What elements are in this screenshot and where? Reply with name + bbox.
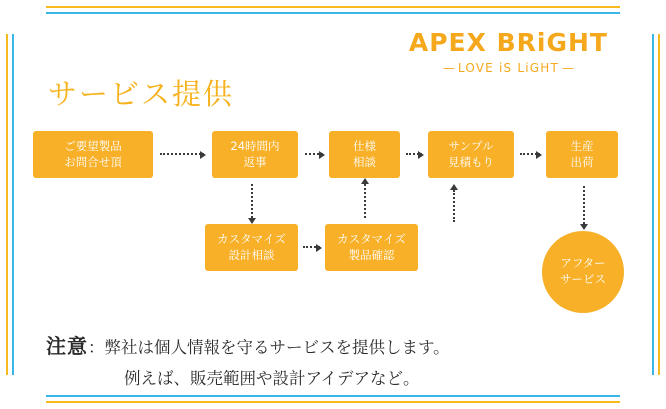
flow-node-custom-confirm-line1: カスタマイズ xyxy=(337,231,406,246)
note-text-1: 弊社は個人情報を守るサービスを提供します。 xyxy=(104,338,450,357)
flow-node-reply24h-line1: 24時間内 xyxy=(230,138,280,153)
arrow-request-to-reply24h xyxy=(160,153,204,157)
brand-tagline xyxy=(409,62,608,74)
arrow-spec-to-custom-confirm xyxy=(364,184,368,218)
flow-node-custom-design-line1: カスタマイズ xyxy=(217,231,286,246)
flow-node-reply24h xyxy=(212,131,298,178)
arrow-sample-quote-to-production xyxy=(520,153,540,157)
flow-node-production xyxy=(546,131,618,178)
note-text-2: 例えば、販売範囲や設計アイデアなど。 xyxy=(124,369,420,388)
flow-node-after-service-line1: アフター xyxy=(560,256,606,271)
brand-name: APEX BRiGHT xyxy=(408,28,608,57)
tagline-dash-left: — xyxy=(442,61,455,75)
arrow-custom-confirm-to-sample-quote xyxy=(453,190,457,222)
flow-node-sample-quote-line1: サンプル xyxy=(448,138,494,153)
note-line-1 xyxy=(46,330,616,359)
flow-node-production-line2: 出荷 xyxy=(570,154,594,169)
note-label: 注意 xyxy=(46,334,88,358)
flow-node-sample-quote-line2: 見積もり xyxy=(448,154,494,169)
arrow-custom-design-to-custom-confirm xyxy=(303,246,320,250)
flow-node-production-line1: 生産 xyxy=(570,138,594,153)
frame-notch-bottom-right xyxy=(620,375,666,409)
flow-node-custom-confirm xyxy=(325,224,418,271)
flow-node-request-line1: ご要望製品 xyxy=(64,138,122,153)
arrow-reply24h-to-custom-design xyxy=(251,184,255,218)
flow-node-custom-design xyxy=(205,224,298,271)
flow-node-spec xyxy=(329,131,400,178)
arrow-spec-to-sample-quote xyxy=(406,153,422,157)
flow-node-spec-line1: 仕様 xyxy=(353,138,376,153)
flow-node-custom-confirm-line2: 製品確認 xyxy=(348,247,395,262)
flow-node-spec-line2: 相談 xyxy=(353,154,376,169)
note-colon: ： xyxy=(88,338,105,357)
flow-node-custom-design-line2: 設計相談 xyxy=(228,247,275,262)
flow-node-sample-quote xyxy=(428,131,514,178)
flow-node-request-line2: お問合せ頂 xyxy=(64,154,122,169)
flow-node-request xyxy=(33,131,153,178)
arrow-reply24h-to-spec xyxy=(305,153,323,157)
tagline-dash-right: — xyxy=(562,61,575,75)
flow-node-after-service-line2: サービス xyxy=(560,272,606,286)
frame-notch-bottom-left xyxy=(0,375,46,409)
note-block xyxy=(46,330,616,389)
tagline-text: LOVE iS LiGHT xyxy=(457,61,560,75)
arrow-production-to-after-service xyxy=(583,186,587,224)
frame-notch-top-right xyxy=(620,0,666,34)
brand-logo xyxy=(409,30,608,74)
flow-node-after-service xyxy=(542,231,624,313)
page-title: サービス提供 xyxy=(48,77,235,111)
flow-node-reply24h-line2: 返事 xyxy=(243,154,267,169)
frame-notch-top-left xyxy=(0,0,46,34)
